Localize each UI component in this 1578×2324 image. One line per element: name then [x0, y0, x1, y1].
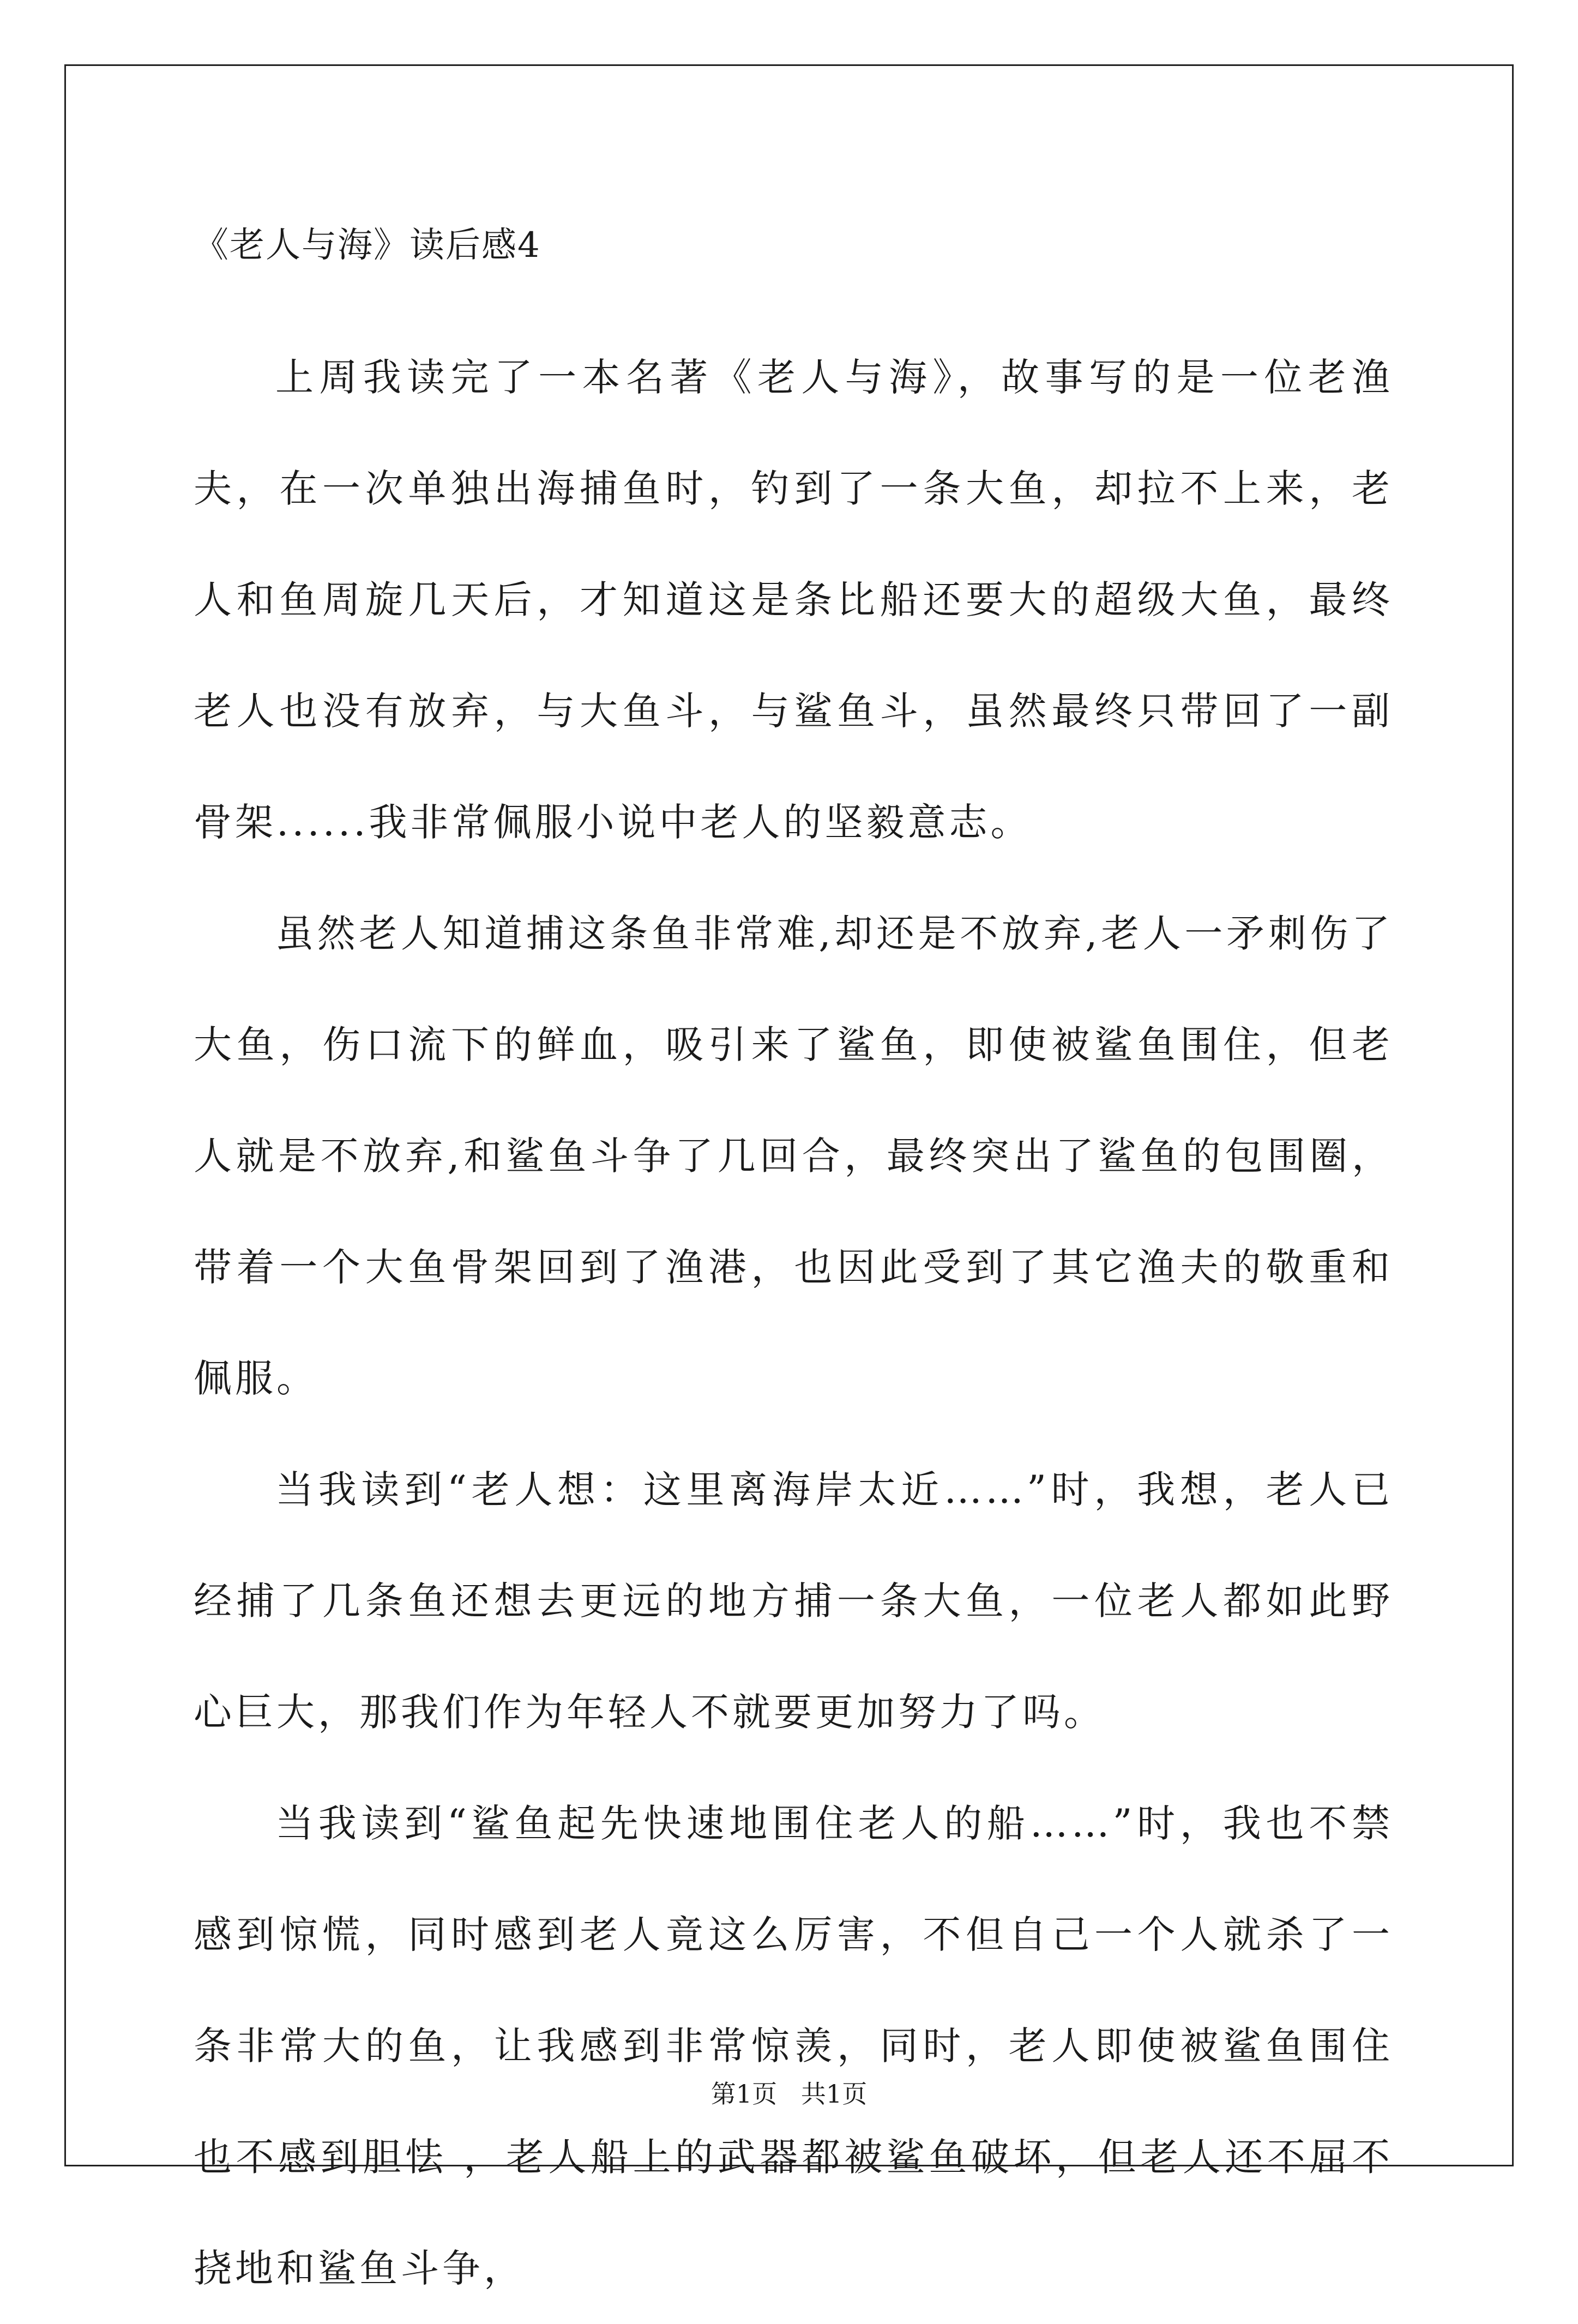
paragraph-3: 当我读到“老人想：这里离海岸太近……”时，我想，老人已经捕了几条鱼还想去更远的地方捕一条大鱼，一位老人都如此野心巨大，那我们作为年轻人不就要更加努力了吗。: [194, 1467, 1393, 1735]
document-body: [194, 322, 1393, 2324]
paragraph-4: 当我读到“鲨鱼起先快速地围住老人的船……”时，我也不禁感到惊慌，同时感到老人竟这么厉害，不但自己一个人就杀了一条非常大的鱼，让我感到非常惊羡，同时，老人即使被鲨鱼围住也不感到胆怯 ，老人船上的武器都被鲨鱼破坏，但老人还不屈不挠地和鲨鱼斗争，: [194, 1801, 1393, 2291]
paragraph-1: 上周我读完了一本名著《老人与海》，故事写的是一位老渔夫，在一次单独出海捕鱼时，钓到了一条大鱼，却拉不上来，老人和鱼周旋几天后，才知道这是条比船还要大的超级大鱼，最终老人也没有放弃，与大鱼斗，与鲨鱼斗，虽然最终只带回了一副骨架......我非常佩服小说中老人的坚毅意志。: [194, 355, 1393, 845]
paragraph-2: 虽然老人知道捕这条鱼非常难,却还是不放弃,老人一矛刺伤了大鱼，伤口流下的鲜血，吸引来了鲨鱼，即使被鲨鱼围住，但老人就是不放弃,和鲨鱼斗争了几回合，最终突出了鲨鱼的包围圈，带着一个大鱼骨架回到了渔港，也因此受到了其它渔夫的敬重和佩服。: [194, 911, 1393, 1401]
page-footer: 第1页 共1页: [710, 2079, 868, 2109]
document-title: 《老人与海》读后感4: [194, 225, 541, 266]
